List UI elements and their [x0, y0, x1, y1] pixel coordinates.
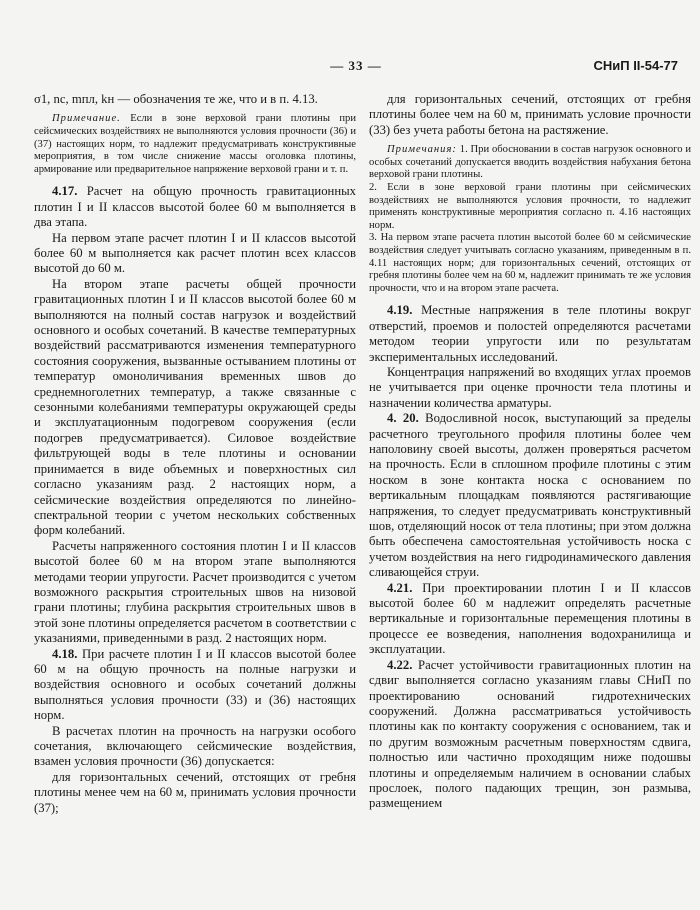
- page-header: [34, 58, 678, 78]
- clause-number: 4. 20.: [387, 411, 419, 426]
- right-column: [369, 92, 691, 812]
- clause-4-20: [369, 411, 691, 580]
- clause-4-18-sections-over-60: для горизонтальных сечений, отстоящих от гребня плотины более чем на 60 м, принимать условие прочности (33) без учета работы бетона на растяжение.: [369, 92, 691, 137]
- notes-label: Примечания:: [387, 144, 457, 156]
- clause-4-17: [34, 184, 356, 230]
- clause-4-22: [369, 658, 691, 812]
- clause-4-21: [369, 581, 691, 658]
- clause-4-19-concentration: Концентрация напряжений во входящих углах проемов не учитывается при оценке прочности тела плотины и назначении количества арматуры.: [369, 364, 691, 410]
- note-item-2: 2. Если в зоне верховой грани плотины при сейсмических воздействиях не выполняются условия прочности, то надлежит применять конструктивные мероприятия согласно п. 4.16 настоящих норм.: [369, 182, 691, 231]
- clause-4-18-special: В расчетах плотин на прочность на нагрузки особого сочетания, включающего сейсмические воздействия, взамен условия прочности (36) допускается:: [34, 723, 356, 769]
- clause-text: При расчете плотин I и II классов высотой более 60 м на общую прочность на полные нагрузки и воздействия основного и особых сочетаний должны выполняться условия прочности (33) и (36) настоящих норм.: [34, 646, 357, 723]
- clause-text: Расчет устойчивости гравитационных плотин на сдвиг выполняется согласно указаниям главы СНиП по проектированию оснований гидротехнических сооружений. Должна рассматриваться устойчивость плотины как по контакту сооружения с основанием, так и по другим возможным расчетным поверхностям сдвига, полностью или частично проходящим ниже подошвы плотины и определяемым наличием в основании слабых прослоек, полого падающих трещин, зон размыва, размещением: [369, 657, 692, 811]
- clause-text: Водосливной носок, выступающий за пределы расчетного треугольного профиля плотины более чем наполовину своей высоты, должен проверяться расчетом на прочность. Если в сплошном профиле плотины с этим носком в зоне контакта носка с основанием по вертикальным площадкам появляются растягивающие напряжения, то следует предусматривать конструктивный шов, отделяющий носок от тела плотины; при этом должна быть обеспечена самостоятельная устойчивость носка с учетом воздействия на него гидродинамического давления сливающейся струи.: [369, 411, 691, 580]
- note-item-3: 3. На первом этапе расчета плотин высотой более 60 м сейсмические воздействия следует учитывать согласно указаниям, приведенным в п. 4.11 настоящих норм; для горизонтальных сечений, отстоящих от гребня плотины более чем на 60 м, надлежит принимать те же условия прочности, что и на втором этапе расчета.: [369, 232, 691, 294]
- clause-4-17-stage-two: На втором этапе расчеты общей прочности гравитационных плотин I и II классов высотой более 60 м выполняются на полный состав нагрузок и воздействий основного и особых сочетаний. В качестве температурных воздействий рассматриваются изменения температурного состояния сооружения, вызванные остыванием плотины от температур омоноличивания временных швов до среднемноголетних температур, а также связанные с сезонными колебаниями температуры окружающей среды и эксплуатационным подогревом сооружения (если подогрев предусматривается). Силовое воздействие фильтрующей воды в теле плотины и основании принимается в виде объемных и поверхностных сил согласно указаниям разд. 2 настоящих норм, а сейсмические воздействия определяются по линейно-спектральной теории с учетом нескольких собственных форм колебаний.: [34, 276, 356, 538]
- clause-number: 4.18.: [52, 646, 78, 661]
- clause-number: 4.22.: [387, 657, 413, 672]
- notes-paragraph: [369, 144, 691, 182]
- clause-4-19: [369, 303, 691, 365]
- clause-number: 4.21.: [387, 580, 413, 595]
- page-number: — 33 —: [330, 58, 382, 73]
- clause-number: 4.19.: [387, 303, 413, 318]
- clause-text: Расчет на общую прочность гравитационных плотин I и II классов высотой более 60 м выполняется в два этапа.: [34, 184, 357, 230]
- document-code: СНиП II-54-77: [593, 58, 678, 73]
- note-paragraph: [34, 113, 356, 176]
- note-label: Примечание.: [52, 113, 121, 125]
- clause-4-17-stress-calc: Расчеты напряженного состояния плотин I и II классов высотой более 60 м на втором этапе выполняются методами теории упругости. Расчет производится с учетом возможного раскрытия строительных швов на низовой грани плотины; глубина раскрытия строительных швов в этой зоне плотины определяется расчетом в соответствии с указаниями, приведенными в разд. 2 настоящих норм.: [34, 538, 356, 646]
- note-item-1: 1. При обосновании в состав нагрузок основного и особых сочетаний допускается вводить воздействия набухания бетона верховой грани плотины.: [369, 144, 691, 181]
- left-column: [34, 92, 356, 816]
- clause-4-18: [34, 647, 356, 724]
- clause-4-17-stage-one: На первом этапе расчет плотин I и II классов высотой более 60 м выполняется как расчет плотин всех классов высотой до 60 м.: [34, 230, 356, 276]
- note-text: Если в зоне верховой грани плотины при сейсмических воздействиях не выполняются условия прочности (36) и (37) настоящих норм, то надлежит предусматривать конструктивные мероприятия, в том числе снижение массы оголовка плотины, армирование или предварительное напряжение верховой грани и т. п.: [34, 113, 356, 175]
- symbols-paragraph: σ1, nc, mпл, kн — обозначения те же, что и в п. 4.13.: [34, 92, 318, 106]
- clause-text: При проектировании плотин I и II классов высотой более 60 м надлежит определять расчетные вертикальные и горизонтальные перемещения плотины в процессе ее возведения, наполнения водохранилища и эксплуатации.: [369, 580, 692, 657]
- clause-text: Местные напряжения в теле плотины вокруг отверстий, проемов и полостей определяются расчетами методом теории упругости или по результатам экспериментальных исследований.: [369, 303, 692, 364]
- clause-number: 4.17.: [52, 184, 78, 199]
- clause-4-18-sections-under-60: для горизонтальных сечений, отстоящих от гребня плотины менее чем на 60 м, принимать условия прочности (37);: [34, 769, 356, 815]
